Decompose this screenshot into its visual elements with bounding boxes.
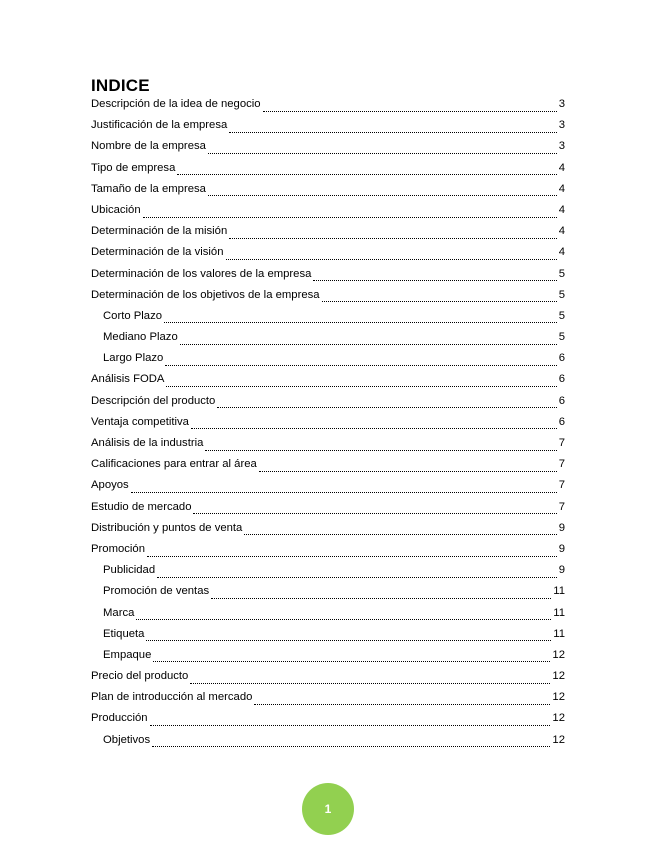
toc-dot-leader [152,745,550,747]
toc-entry-page: 3 [558,98,565,110]
toc-entry-label: Publicidad [103,564,156,577]
toc-entry-label: Tipo de empresa [91,161,176,174]
toc-entry[interactable] [91,562,565,583]
toc-dot-leader [180,343,557,345]
toc-entry-label: Calificaciones para entrar al área [91,458,257,471]
toc-entry[interactable] [91,710,565,731]
toc-dot-leader [166,385,556,387]
toc-entry-page: 9 [558,542,565,555]
toc-entry-page: 6 [558,415,565,428]
toc-entry-label: Determinación de la visión [91,246,224,259]
toc-entry[interactable] [91,371,565,392]
toc-entry-page: 9 [558,564,565,577]
toc-dot-leader [263,110,557,112]
toc-entry[interactable] [91,287,565,308]
toc-entry[interactable] [91,181,565,202]
toc-dot-leader [165,364,556,366]
toc-entry[interactable] [91,117,565,138]
toc-entry-page: 5 [558,267,565,280]
toc-entry[interactable] [91,223,565,244]
toc-dot-leader [208,194,557,196]
toc-dot-leader [146,639,551,641]
toc-entry-label: Determinación de los valores de la empresa [91,267,312,280]
toc-entry-label: Determinación de los objetivos de la empresa [91,288,320,301]
toc-entry-label: Marca [103,606,135,619]
toc-entry-label: Producción [91,712,148,725]
toc-entry-label: Empaque [103,648,152,661]
toc-entry-label: Precio del producto [91,670,189,683]
toc-entry[interactable] [91,605,565,626]
toc-entry[interactable] [91,266,565,287]
toc-entry-label: Distribución y puntos de venta [91,521,243,534]
toc-entry-page: 4 [558,161,565,174]
toc-entry-page: 6 [558,394,565,407]
toc-entry-label: Ubicación [91,203,141,216]
toc-dot-leader [150,724,551,726]
toc-entry-page: 4 [558,182,565,195]
toc-entry[interactable] [91,96,565,117]
toc-dot-leader [244,533,556,535]
toc-entry-label: Plan de introducción al mercado [91,691,253,704]
toc-entry-label: Determinación de la misión [91,225,228,238]
toc-entry-label: Ventaja competitiva [91,415,189,428]
toc-entry[interactable] [91,456,565,477]
toc-entry-page: 11 [553,585,565,598]
toc-entry[interactable] [91,583,565,604]
toc-entry[interactable] [91,414,565,435]
toc-dot-leader [208,152,557,154]
toc-entry-page: 5 [558,331,565,344]
toc-entry-label: Promoción de ventas [103,585,210,598]
toc-entry-label: Análisis de la industria [91,437,204,449]
toc-entry-label: Objetivos [103,733,151,746]
toc-entry-label: Justificación de la empresa [91,119,228,132]
toc-dot-leader [191,427,557,429]
toc-entry-label: Análisis FODA [91,373,165,386]
toc-entry-page: 6 [558,373,565,386]
toc-entry[interactable] [91,668,565,689]
toc-dot-leader [143,216,557,218]
toc-entry[interactable] [91,499,565,520]
toc-entry-label: Promoción [91,542,145,555]
toc-entry[interactable] [91,329,565,350]
toc-dot-leader [211,597,551,599]
toc-dot-leader [136,618,551,620]
toc-entry-page: 9 [558,521,565,534]
toc-entry-page: 4 [558,246,565,259]
toc-entry-page: 7 [558,437,565,449]
toc-dot-leader [157,576,557,578]
toc-dot-leader [226,258,557,260]
toc-entry[interactable] [91,350,565,371]
toc-entry[interactable] [91,732,565,753]
toc-entry[interactable] [91,689,565,710]
toc-entry[interactable] [91,520,565,541]
toc-entry-page: 12 [552,712,565,725]
toc-entry[interactable] [91,477,565,498]
toc-dot-leader [177,173,556,175]
toc-dot-leader [259,470,557,472]
toc-entry-page: 12 [552,648,565,661]
toc-entry[interactable] [91,138,565,159]
toc-dot-leader [153,660,550,662]
toc-entry-page: 11 [553,627,565,640]
toc-entry[interactable] [91,626,565,647]
toc-entry-label: Descripción del producto [91,394,216,407]
toc-entry-label: Etiqueta [103,627,145,640]
toc-entry-page: 5 [558,288,565,301]
toc-entry-page: 11 [553,606,565,619]
toc-entry-label: Nombre de la empresa [91,140,206,153]
toc-entry[interactable] [91,541,565,562]
toc-dot-leader [147,555,557,557]
toc-entry-page: 4 [558,203,565,216]
toc-entry-page: 7 [558,500,565,513]
toc-entry-label: Mediano Plazo [103,331,178,344]
toc-dot-leader [193,512,556,514]
toc-entry-label: Apoyos [91,479,129,492]
toc-entry-label: Tamaño de la empresa [91,182,206,195]
toc-entry[interactable] [91,308,565,329]
page-number-badge [302,783,354,835]
toc-entry-label: Largo Plazo [103,352,164,365]
table-of-contents [91,96,565,753]
toc-entry-label: Estudio de mercado [91,500,192,513]
toc-entry-page: 7 [558,458,565,471]
toc-entry-label: Corto Plazo [103,309,163,322]
toc-entry[interactable] [91,160,565,181]
toc-entry-page: 6 [558,352,565,365]
toc-entry-label: Descripción de la idea de negocio [91,98,261,110]
toc-entry-page: 12 [552,691,565,704]
toc-entry-page: 3 [558,140,565,153]
toc-dot-leader [190,682,550,684]
toc-entry[interactable] [91,435,565,456]
toc-dot-leader [131,491,557,493]
toc-title: INDICE [91,76,150,95]
toc-dot-leader [205,449,556,451]
toc-entry-page: 7 [558,479,565,492]
toc-dot-leader [229,237,556,239]
toc-dot-leader [254,703,550,705]
toc-dot-leader [217,406,556,408]
toc-dot-leader [322,300,557,302]
toc-entry[interactable] [91,244,565,265]
toc-entry-page: 3 [558,119,565,132]
toc-entry[interactable] [91,202,565,223]
toc-entry-page: 12 [552,670,565,683]
toc-entry-page: 4 [558,225,565,238]
toc-dot-leader [164,321,557,323]
toc-dot-leader [229,131,556,133]
page-number: 1 [324,802,332,816]
toc-dot-leader [313,279,556,281]
toc-entry-page: 5 [558,309,565,322]
toc-entry[interactable] [91,647,565,668]
toc-entry-page: 12 [552,733,565,746]
toc-entry[interactable] [91,393,565,414]
